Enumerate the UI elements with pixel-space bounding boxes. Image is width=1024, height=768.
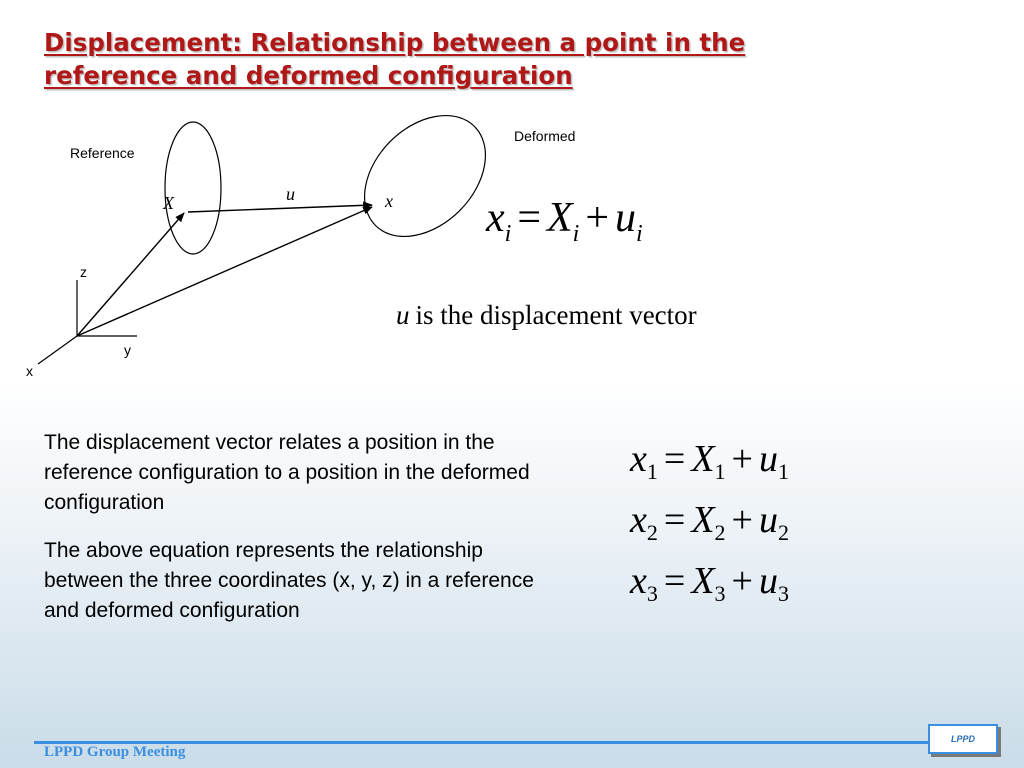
eq1-term2: u — [758, 438, 778, 480]
eq2-term1-sub: 2 — [714, 520, 726, 545]
eq2-plus: + — [731, 499, 753, 541]
lppd-logo: LPPD — [928, 724, 998, 754]
eq-main-term1-sub: i — [572, 221, 580, 247]
displacement-vector — [188, 205, 372, 212]
axis-y-label: y — [124, 342, 131, 358]
eq2-lhs-sub: 2 — [646, 520, 658, 545]
eq-main-term2: u — [615, 195, 637, 241]
eq3-lhs: x — [630, 560, 647, 602]
deformed-position-vector — [77, 207, 372, 336]
eq1-term2-sub: 1 — [777, 459, 789, 484]
main-displacement-equation — [486, 194, 643, 248]
eq-main-lhs-sub: i — [504, 221, 512, 247]
component-equations — [630, 436, 789, 619]
eq-main-equals: = — [517, 195, 542, 241]
axis-x-label: x — [26, 363, 33, 379]
slide-title-line-2: reference and deformed configuration — [44, 61, 573, 90]
u-description-text: is the displacement vector — [415, 300, 697, 330]
eq3-equals: = — [663, 560, 686, 602]
equation-row-1 — [630, 436, 789, 497]
deformed-label: Deformed — [514, 128, 576, 144]
eq2-term1: X — [691, 499, 715, 541]
eq3-term2-sub: 3 — [777, 581, 789, 606]
eq1-lhs: x — [630, 438, 647, 480]
eq-main-term2-sub: i — [636, 221, 643, 247]
point-X-label: X — [163, 193, 174, 213]
eq3-term1-sub: 3 — [714, 581, 726, 606]
eq1-plus: + — [731, 438, 753, 480]
slide-title-line-1: Displacement: Relationship between a point in the — [44, 28, 746, 57]
eq1-lhs-sub: 1 — [646, 459, 658, 484]
vector-u-label: u — [286, 184, 295, 204]
eq2-term2-sub: 2 — [777, 520, 789, 545]
x-axis-line — [38, 336, 77, 364]
eq1-term1: X — [691, 438, 715, 480]
eq3-term1: X — [691, 560, 715, 602]
reference-position-vector — [77, 213, 184, 336]
u-symbol: u — [396, 300, 410, 330]
point-x-label: x — [385, 191, 393, 211]
eq3-lhs-sub: 3 — [646, 581, 658, 606]
reference-label: Reference — [70, 145, 135, 161]
eq1-equals: = — [663, 438, 686, 480]
reference-configuration-ellipse — [165, 122, 221, 254]
equation-row-2 — [630, 497, 789, 558]
footer-group-name: LPPD Group Meeting — [44, 744, 186, 760]
eq2-term2: u — [758, 499, 778, 541]
eq2-lhs: x — [630, 499, 647, 541]
paragraph-equation-explanation: The above equation represents the relationship between the three coordinates (x, y, z) in a reference and deformed configuration — [44, 539, 534, 622]
equation-row-3 — [630, 558, 789, 619]
displacement-vector-description — [396, 300, 697, 331]
paragraph-displacement-relation: The displacement vector relates a position in the reference configuration to a position in the deformed configuration — [44, 431, 530, 514]
eq-main-term1: X — [547, 195, 573, 241]
eq3-plus: + — [731, 560, 753, 602]
axis-z-label: z — [80, 264, 87, 280]
eq3-term2: u — [758, 560, 778, 602]
eq-main-plus: + — [585, 195, 610, 241]
eq1-term1-sub: 1 — [714, 459, 726, 484]
eq2-equals: = — [663, 499, 686, 541]
eq-main-lhs: x — [486, 195, 505, 241]
deformed-configuration-ellipse — [341, 92, 509, 260]
